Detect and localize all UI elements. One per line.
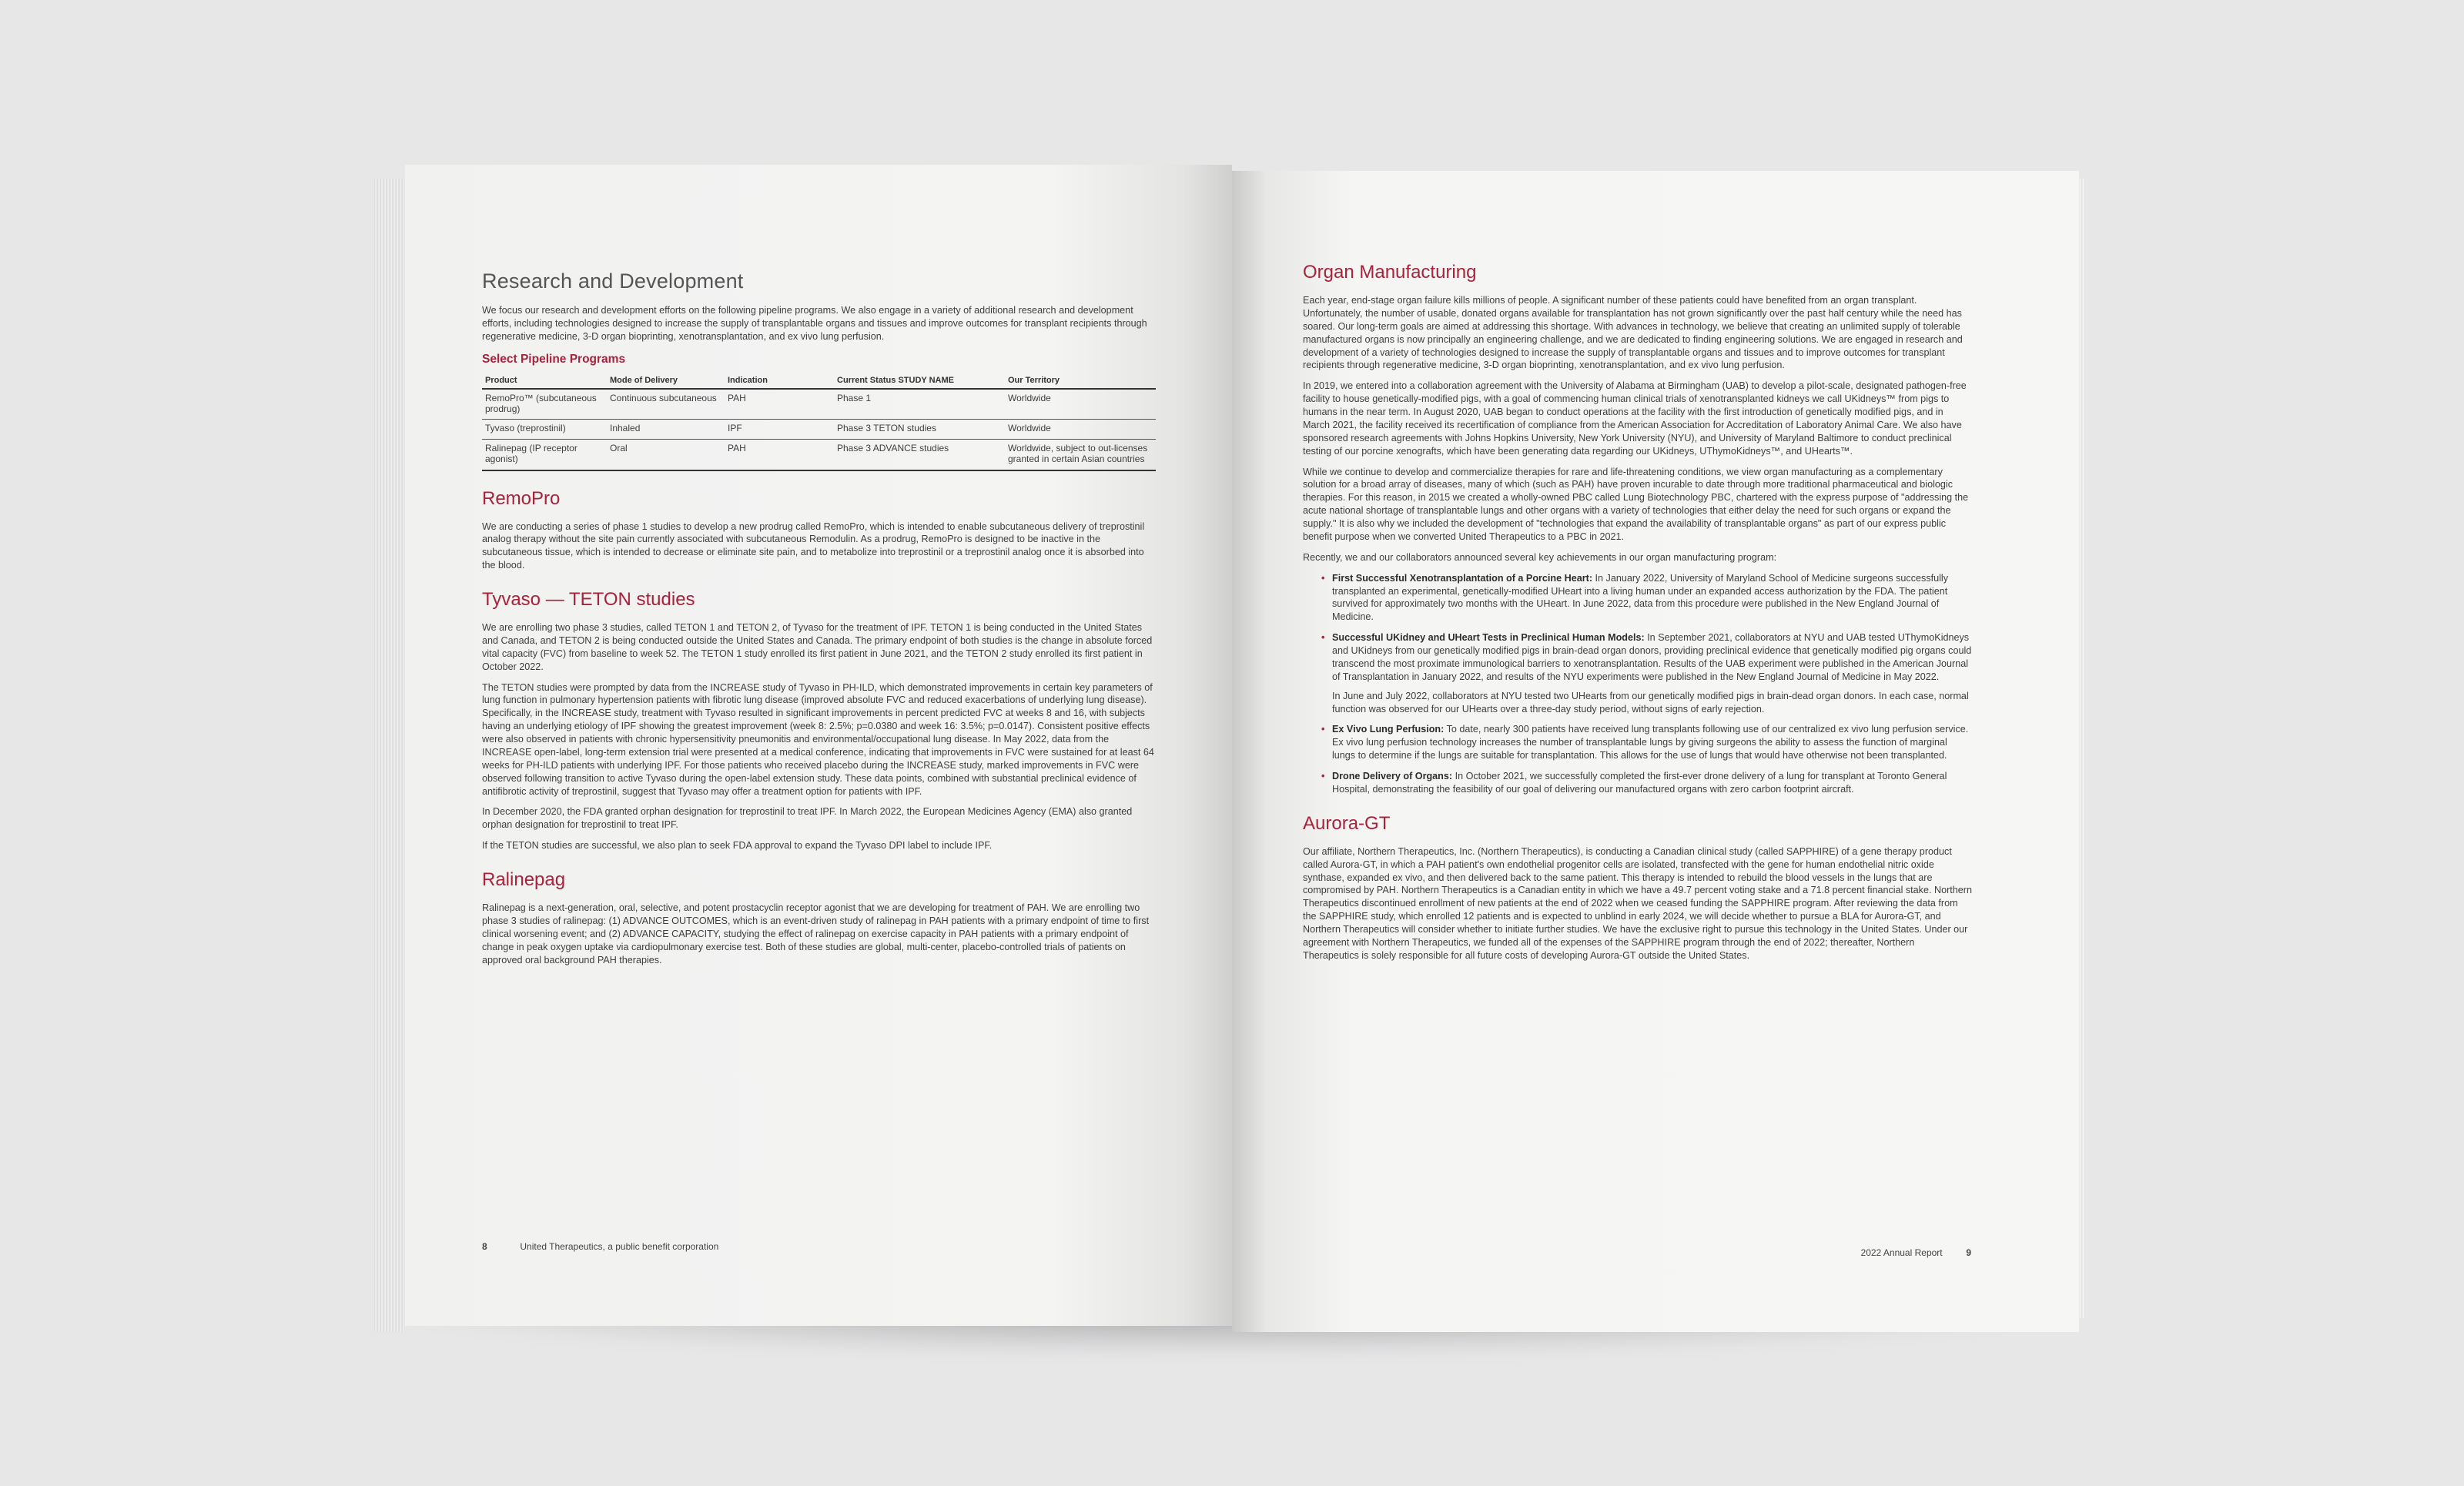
tyvaso-paragraph: In December 2020, the FDA granted orphan designation for treprostinil to treat IPF. In March 2022, the European Medicines Agency (EMA) also granted orphan designation for treprostinil to treat IPF. [482, 806, 1133, 831]
list-item-extra: In June and July 2022, collaborators at NYU tested two UHearts from our genetically modified pigs in brain-dead organ donors. In each case, normal function was observed for our UHearts over a three-day study period, without signs of early rejection. [1332, 690, 1969, 715]
table-cell: Phase 3 ADVANCE studies [834, 439, 1005, 470]
column-header: Current Status STUDY NAME [834, 374, 1005, 389]
right-footer [1861, 1247, 1971, 1258]
page-number: 8 [482, 1241, 487, 1252]
remopro-paragraph: We are conducting a series of phase 1 studies to develop a new prodrug called RemoPro, which is intended to enable subcutaneous delivery of treprostinil analog therapy without the site pain currently associated with subcutaneous Remodulin. As a prodrug, RemoPro is designed to be inactive in the subcutaneous tissue, which is intended to decrease or eliminate site pain, and to metabolize into treprostinil or a treprostinil analog once it is absorbed into the blood. [482, 520, 1145, 571]
list-item-heading: Ex Vivo Lung Perfusion: [1332, 724, 1445, 735]
right-page-content [1303, 262, 1973, 970]
tyvaso-paragraph: The TETON studies were prompted by data from the INCREASE study of Tyvaso in PH-ILD, which demonstrated improvements in certain key parameters of lung function in pulmonary hypertension patients with fibrotic lung disease (improved absolute FVC and reduced exacerbations of underlying lung disease). Specifically, in the INCREASE study, treatment with Tyvaso resulted in significant improvements in percent predicted FVC at weeks 8 and 16, with subjects having an underlying etiology of IPF showing the greatest improvement (week 8: 2.5%; p=0.0380 and week 16: 3.5%; p=0.0147). Consistent positive effects were also observed in patients with chronic hypersensitivity pneumonitis and environmental/occupational lung disease. In May 2022, data from the INCREASE open-label, long-term extension trial were presented at a medical conference, indicating that improvements in FVC were sustained for at least 64 weeks for PH-ILD patients with underlying IPF. For those patients who received placebo during the INCREASE study, marked improvements in FVC were observed following transition to active Tyvaso during the open-label extension study. These data points, combined with substantial preclinical evidence of antifibrotic activity of treprostinil, suggest that Tyvaso may offer a treatment option for patients with IPF. [482, 681, 1154, 797]
table-header-row [482, 374, 1156, 389]
list-item [1321, 723, 1973, 762]
column-header: Product [482, 374, 607, 389]
bullet-icon: • [1321, 572, 1325, 584]
organ-paragraph: In 2019, we entered into a collaboration agreement with the University of Alabama at Birmingham (UAB) to develop a pilot-scale, designated pathogen-free facility to house genetically-modified pigs, with a goal of commencing human clinical trials of xenotransplanted kidneys we call UKidneys™ from pigs to humans in the near term. In August 2020, UAB began to conduct operations at the facility with the first introduction of genetically modified pigs, and in March 2021, the facility received its recertification of compliance from the American Association for Accreditation of Laboratory Animal Care. We also have sponsored research agreements with Johns Hopkins University, New York University (NYU), and University of Maryland Baltimore to conduct preclinical testing of our porcine xenografts, which have been generating data regarding our UKidneys, UThymoKidneys™, and UHearts™. [1303, 380, 1967, 457]
table-cell: Continuous subcutaneous [607, 389, 725, 420]
list-item [1321, 631, 1973, 715]
table-row [482, 439, 1156, 470]
organ-paragraph: Recently, we and our collaborators announced several key achievements in our organ manufacturing program: [1303, 551, 1777, 563]
table-cell: Oral [607, 439, 725, 470]
list-item-text: In January 2022, University of Maryland School of Medicine surgeons successfully transplanted an experimental, genetically-modified UHeart into a living human under an expanded access authorization by the FDA. The patient survived for approximately two months with the UHeart. In June 2022, data from this procedure were published in the New England Journal of Medicine. [1332, 572, 1949, 623]
organ-title: Organ Manufacturing [1303, 262, 1477, 283]
organ-paragraph: Each year, end-stage organ failure kills millions of people. A significant number of these patients could have benefited from an organ transplant. Unfortunately, the number of usable, donated organs available for transplantation has not grown significantly over the past half century while the need has soared. Our long-term goals are aimed at addressing this shortage. With advances in technology, we believe that creating an unlimited supply of tolerable manufactured organs is now principally an engineering challenge, and we are dedicated to finding engineering solutions. We are engaged in research and development of a variety of technologies designed to increase the supply of transplantable organs and tissues and to improve outcomes for transplant recipients through regenerative medicine, 3-D organ bioprinting, xenotransplantation, and ex vivo lung perfusion. [1303, 295, 1963, 371]
organ-paragraph: While we continue to develop and commercialize therapies for rare and life-threatening conditions, we view organ manufacturing as a complementary solution for a broad array of diseases, many of which (such as PAH) have proven incurable to date through more traditional pharmaceutical and biologic therapies. For this reason, in 2015 we created a wholly-owned PBC called Lung Biotechnology PBC, chartered with the express purpose of "addressing the acute national shortage of transplantable lungs and other organs with a variety of technologies that either delay the need for such organs or expand the supply." It is also why we included the development of "technologies that expand the availability of transplantable organs" as part of our express public benefit purpose when we converted United Therapeutics to a PBC in 2021. [1303, 466, 1969, 542]
column-header: Indication [725, 374, 834, 389]
footer-text: United Therapeutics, a public benefit corporation [520, 1241, 719, 1252]
page-stack-left [374, 179, 405, 1332]
tyvaso-title: Tyvaso — TETON studies [482, 589, 695, 611]
column-header: Mode of Delivery [607, 374, 725, 389]
intro-paragraph: We focus our research and development efforts on the following pipeline programs. We also engage in a variety of additional research and development efforts, including technologies designed to increase the supply of transplantable organs and tissues and improve outcomes for transplant recipients through regenerative medicine, 3-D organ bioprinting, xenotransplantation, and ex vivo lung perfusion. [482, 305, 1147, 342]
list-item-heading: Successful UKidney and UHeart Tests in Preclinical Human Models: [1332, 632, 1645, 644]
table-cell: Phase 3 TETON studies [834, 420, 1005, 439]
table-cell: Worldwide [1005, 389, 1156, 420]
tyvaso-paragraph: We are enrolling two phase 3 studies, called TETON 1 and TETON 2, of Tyvaso for the treatment of IPF. TETON 1 is being conducted in the United States and Canada, and TETON 2 is being conducted outside the United States and Canada. The primary endpoint of both studies is the change in absolute forced vital capacity (FVC) from baseline to week 52. The TETON 1 study enrolled its first patient in June 2021, and the TETON 2 study enrolled its first patient in October 2022. [482, 622, 1153, 672]
table-cell: Worldwide, subject to out-licenses granted in certain Asian countries [1005, 439, 1156, 470]
aurora-paragraph: Our affiliate, Northern Therapeutics, Inc. (Northern Therapeutics), is conducting a Canadian clinical study (called SAPPHIRE) of a gene therapy product called Aurora-GT, in which a PAH patient's own endothelial progenitor cells are isolated, transfected with the gene for human endothelial nitric oxide synthase, expanded ex vivo, and then delivered back to the same patient. This therapy is intended to rebuild the blood vessels in the lungs that are compromised by PAH. Northern Therapeutics is a Canadian entity in which we have a 49.7 percent voting stake and a 71.8 percent financial stake. Northern Therapeutics discontinued enrollment of new patients at the end of 2022 when we ceased funding the SAPPHIRE program. After reviewing the data from the SAPPHIRE study, which enrolled 12 patients and is expected to unblind in early 2024, we will decide whether to pursue a BLA for Aurora-GT, and Northern Therapeutics will consider whether to initiate further studies. We have the exclusive right to pursue this technology in the United States. Under our agreement with Northern Therapeutics, we funded all of the expenses of the SAPPHIRE program through the end of 2022; thereafter, Northern Therapeutics is solely responsible for all future costs of developing Aurora-GT outside the United States. [1303, 845, 1972, 961]
table-cell: Tyvaso (treprostinil) [482, 420, 607, 439]
table-cell: Worldwide [1005, 420, 1156, 439]
aurora-title: Aurora-GT [1303, 812, 1391, 834]
page-number: 9 [1966, 1247, 1971, 1258]
left-footer [482, 1241, 718, 1252]
table-cell: RemoPro™ (subcutaneous prodrug) [482, 389, 607, 420]
list-item-text: In September 2021, collaborators at NYU and UAB tested UThymoKidneys and UKidneys from our genetically modified pigs in brain-dead organ donors, providing preclinical evidence that genetically modified pig organs could transcend the most proximate immunological barriers to xenotransplantation. Results of the UAB experiment were published in the American Journal of Transplantation in January 2022, and results of the NYU experiments were published in the New England Journal of Medicine in May 2022. [1332, 632, 1972, 682]
page-title: Research and Development [482, 269, 744, 293]
ralinepag-title: Ralinepag [482, 869, 566, 891]
left-page-content [482, 269, 1156, 974]
table-cell: Ralinepag (IP receptor agonist) [482, 439, 607, 470]
bullet-icon: • [1321, 771, 1325, 781]
pipeline-table [482, 374, 1156, 471]
table-cell: IPF [725, 420, 834, 439]
table-cell: PAH [725, 439, 834, 470]
table-row [482, 420, 1156, 439]
list-item [1321, 572, 1973, 624]
bullet-icon: • [1321, 632, 1325, 644]
achievements-list [1303, 572, 1973, 796]
pipeline-heading: Select Pipeline Programs [482, 352, 626, 366]
list-item-text: In October 2021, we successfully completed the first-ever drone delivery of a lung for transplant at Toronto General Hospital, demonstrating the feasibility of our goal of delivering our manufactured organs with zero carbon footprint aircraft. [1332, 771, 1947, 795]
footer-text: 2022 Annual Report [1860, 1247, 1943, 1258]
remopro-title: RemoPro [482, 487, 561, 509]
ralinepag-paragraph: Ralinepag is a next-generation, oral, selective, and potent prostacyclin receptor agonist that we are developing for treatment of PAH. We are enrolling two phase 3 studies of ralinepag: (1) ADVANCE OUTCOMES, which is an event-driven study of ralinepag in PAH patients with a primary endpoint of time to first clinical worsening event; and (2) ADVANCE CAPACITY, studying the effect of ralinepag on exercise capacity in PAH patients with a primary endpoint of change in peak oxygen uptake via cardiopulmonary exercise test. Both of these studies are global, multi-center, placebo-controlled trials of patients on approved oral background PAH therapies. [482, 902, 1150, 966]
list-item [1321, 770, 1973, 796]
list-item-heading: Drone Delivery of Organs: [1332, 771, 1453, 781]
table-row [482, 389, 1156, 420]
table-cell: Phase 1 [834, 389, 1005, 420]
table-cell: PAH [725, 389, 834, 420]
list-item-text: To date, nearly 300 patients have received lung transplants following use of our centralized ex vivo lung perfusion service. Ex vivo lung perfusion technology increases the number of transplantable lungs by giving surgeons the ability to assess the function of marginal lungs to determine if the lungs are suitable for transplantation. This allows for the use of lungs that would have otherwise not been transplanted. [1332, 724, 1969, 761]
bullet-icon: • [1321, 724, 1325, 735]
right-page [1232, 171, 2079, 1332]
table-cell: Inhaled [607, 420, 725, 439]
list-item-heading: First Successful Xenotransplantation of a Porcine Heart: [1332, 572, 1593, 584]
column-header: Our Territory [1005, 374, 1156, 389]
left-page [405, 165, 1232, 1326]
tyvaso-paragraph: If the TETON studies are successful, we also plan to seek FDA approval to expand the Tyvaso DPI label to include IPF. [482, 840, 993, 852]
